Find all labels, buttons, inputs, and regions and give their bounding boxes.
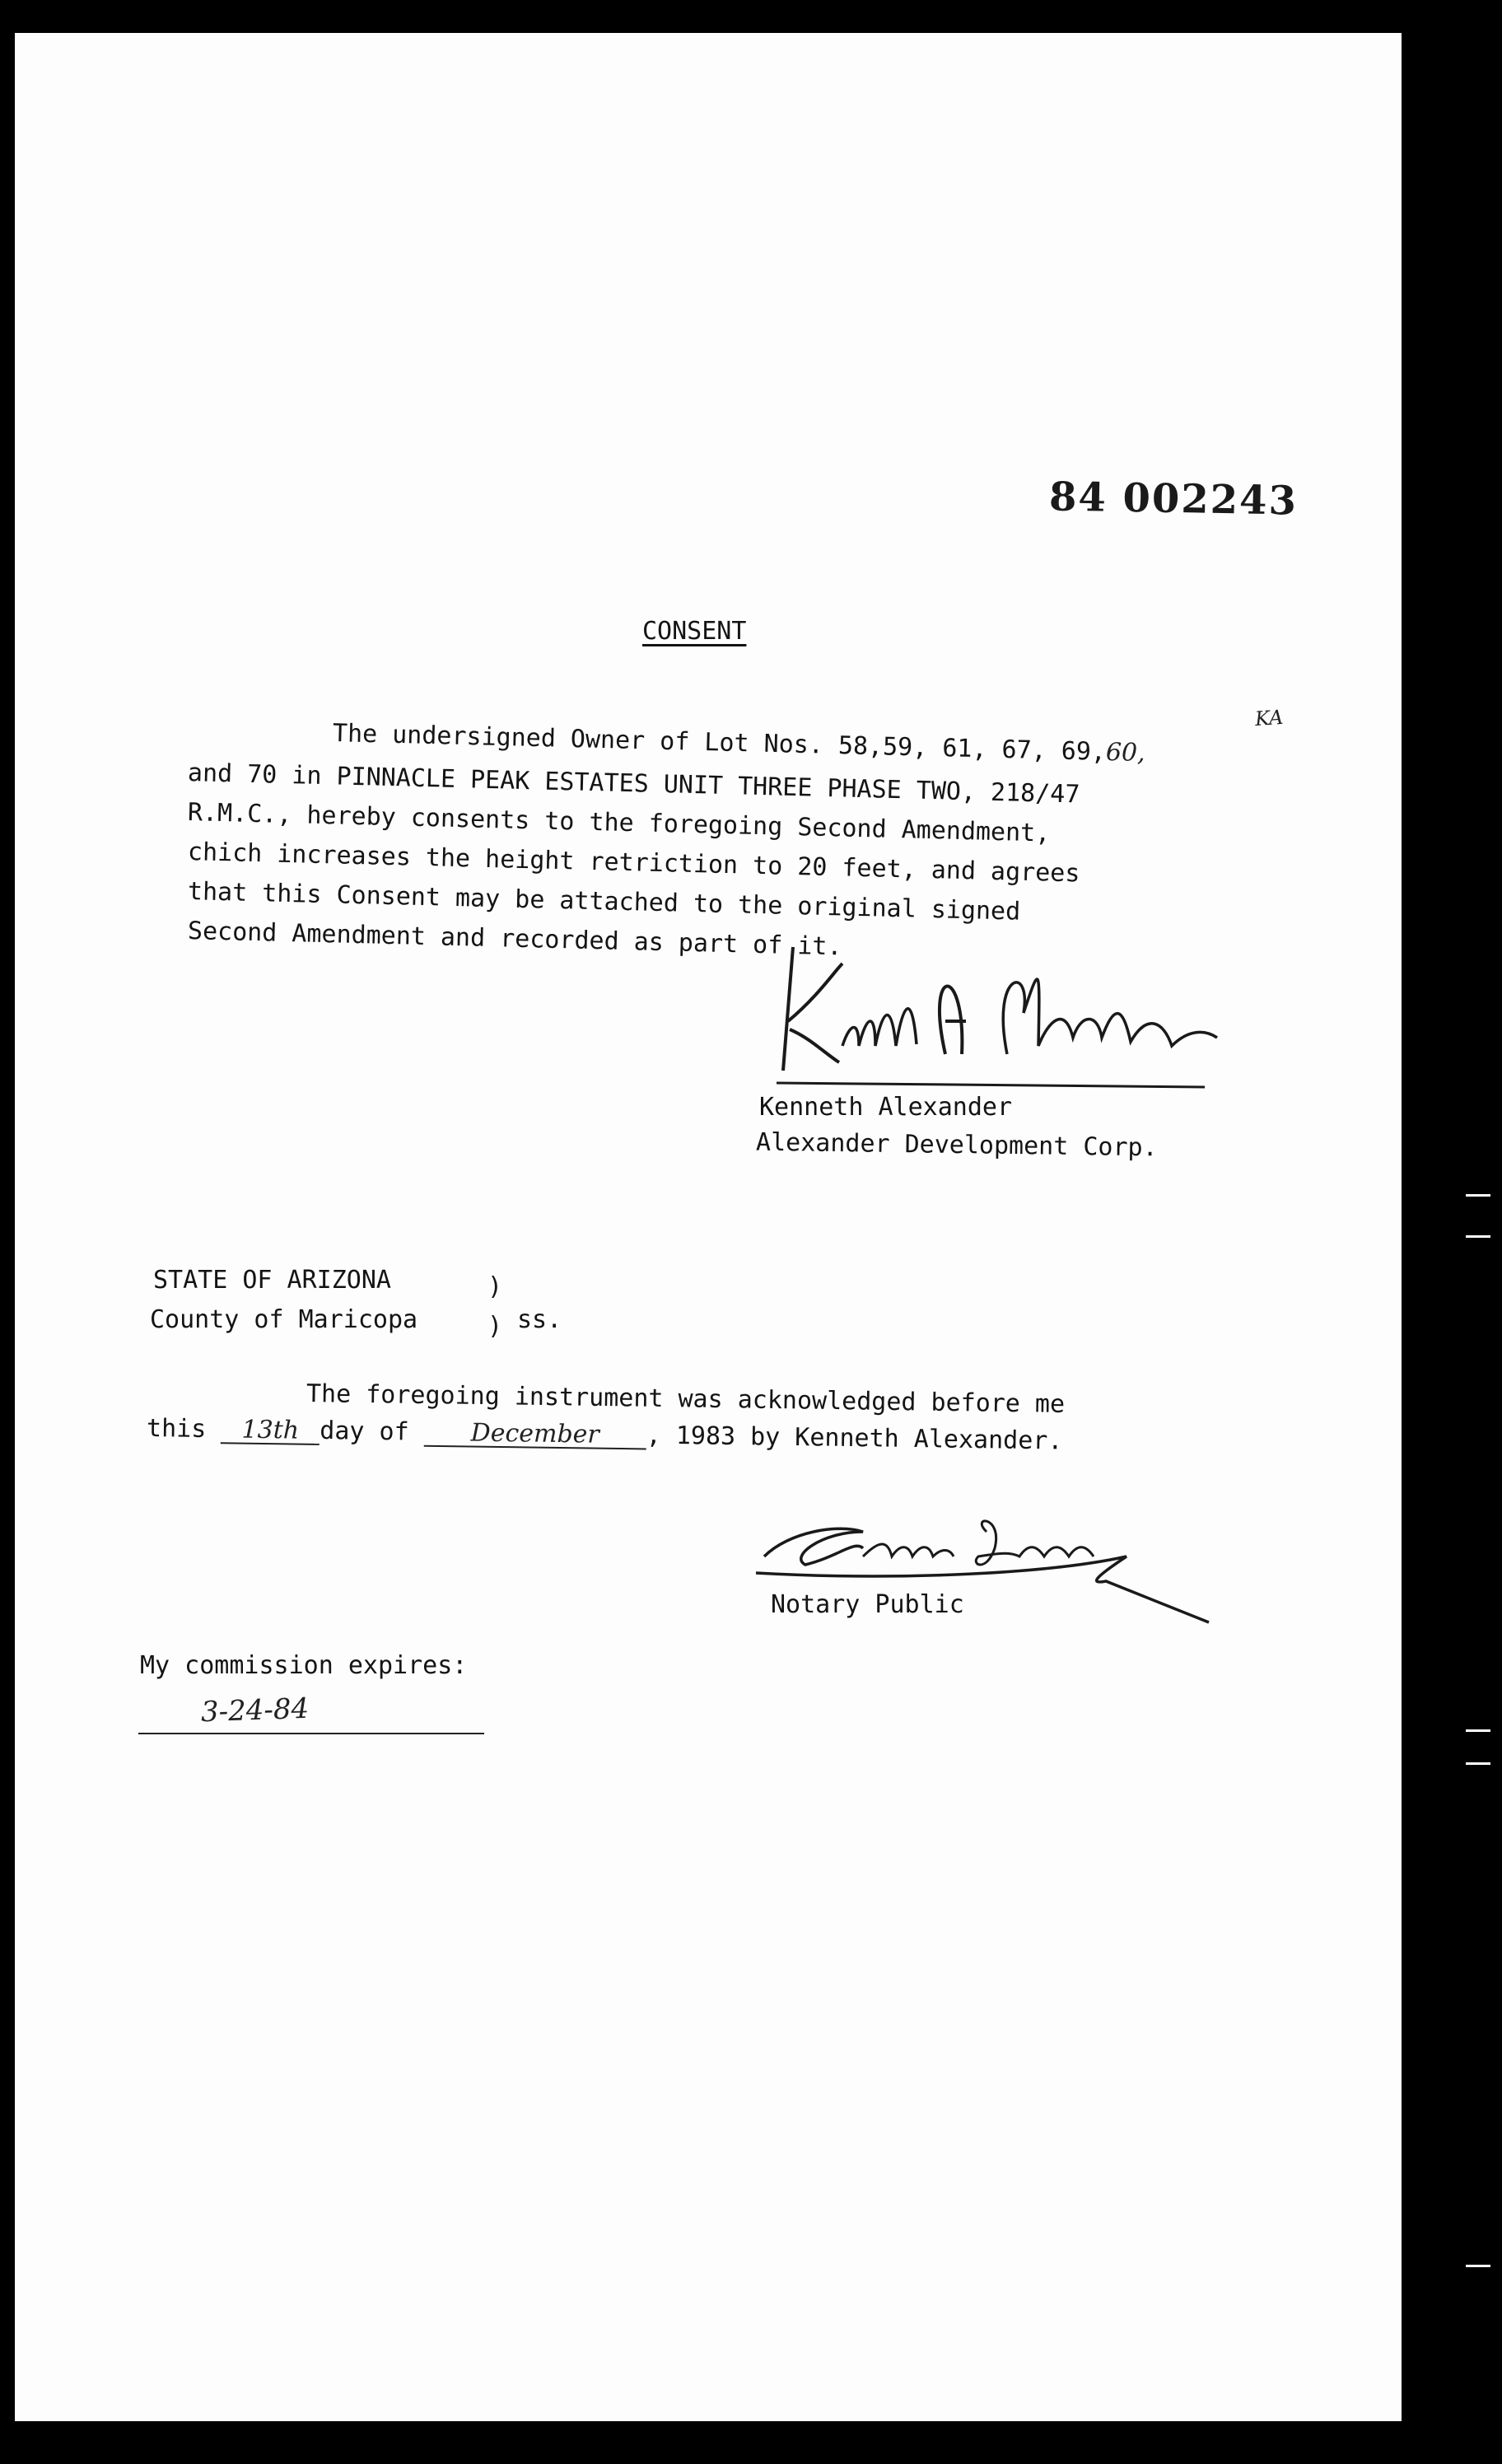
ack-day-of-text: day of [320,1416,409,1447]
venue-state: STATE OF ARIZONA [153,1266,391,1295]
venue-bracket-1: ) [487,1272,503,1301]
document-title: CONSENT [642,617,747,646]
acknowledgment-line-1: The foregoing instrument was acknowledged before me [306,1379,1066,1419]
body-line-6: Second Amendment and recorded as part of it. [187,917,842,962]
signatory-name: Kenneth Alexander [759,1093,1013,1122]
commission-date: 3-24-84 [200,1692,310,1729]
venue-ss: ss. [517,1305,562,1334]
body-line-1 [333,721,1145,766]
document-number: 84 002243 [1048,474,1299,525]
handwritten-initials: KA [1254,705,1285,731]
document-page [15,33,1402,2421]
scan-edge-mark [1466,1762,1490,1765]
scan-edge-mark [1466,1235,1490,1238]
body-line-4: chich increases the height retriction to 20 feet, and agrees [187,838,1080,889]
notary-public-label: Notary Public [771,1590,964,1619]
commission-label: My commission expires: [140,1651,468,1680]
ack-rest-text: , 1983 by Kenneth Alexander. [646,1421,1063,1456]
body-line-5: that this Consent may be attached to the original signed [187,877,1021,926]
ack-this-text: this [146,1414,207,1444]
handwritten-lot-number: 60, [1105,737,1146,768]
body-line-1-text: The undersigned Owner of Lot Nos. 58,59, 61, 67, 69, [332,719,1107,767]
scan-edge-mark [1466,1194,1490,1197]
scan-edge-mark [1466,1729,1490,1732]
body-line-2: and 70 in PINNACLE PEAK ESTATES UNIT THREE PHASE TWO, 218/47 [187,758,1080,810]
signatory-company: Alexander Development Corp. [755,1127,1158,1163]
commission-date-rule [138,1733,484,1734]
body-line-3: R.M.C., hereby consents to the foregoing Second Amendment, [187,798,1051,848]
owner-signature [760,947,1221,1104]
acknowledgment-line-2 [147,1416,1063,1456]
venue-county: County of Maricopa [150,1305,418,1334]
scan-edge-mark [1466,2265,1490,2267]
venue-bracket-2: ) [487,1312,503,1341]
handwritten-month: December [423,1421,646,1450]
handwritten-day: 13th [221,1417,320,1445]
